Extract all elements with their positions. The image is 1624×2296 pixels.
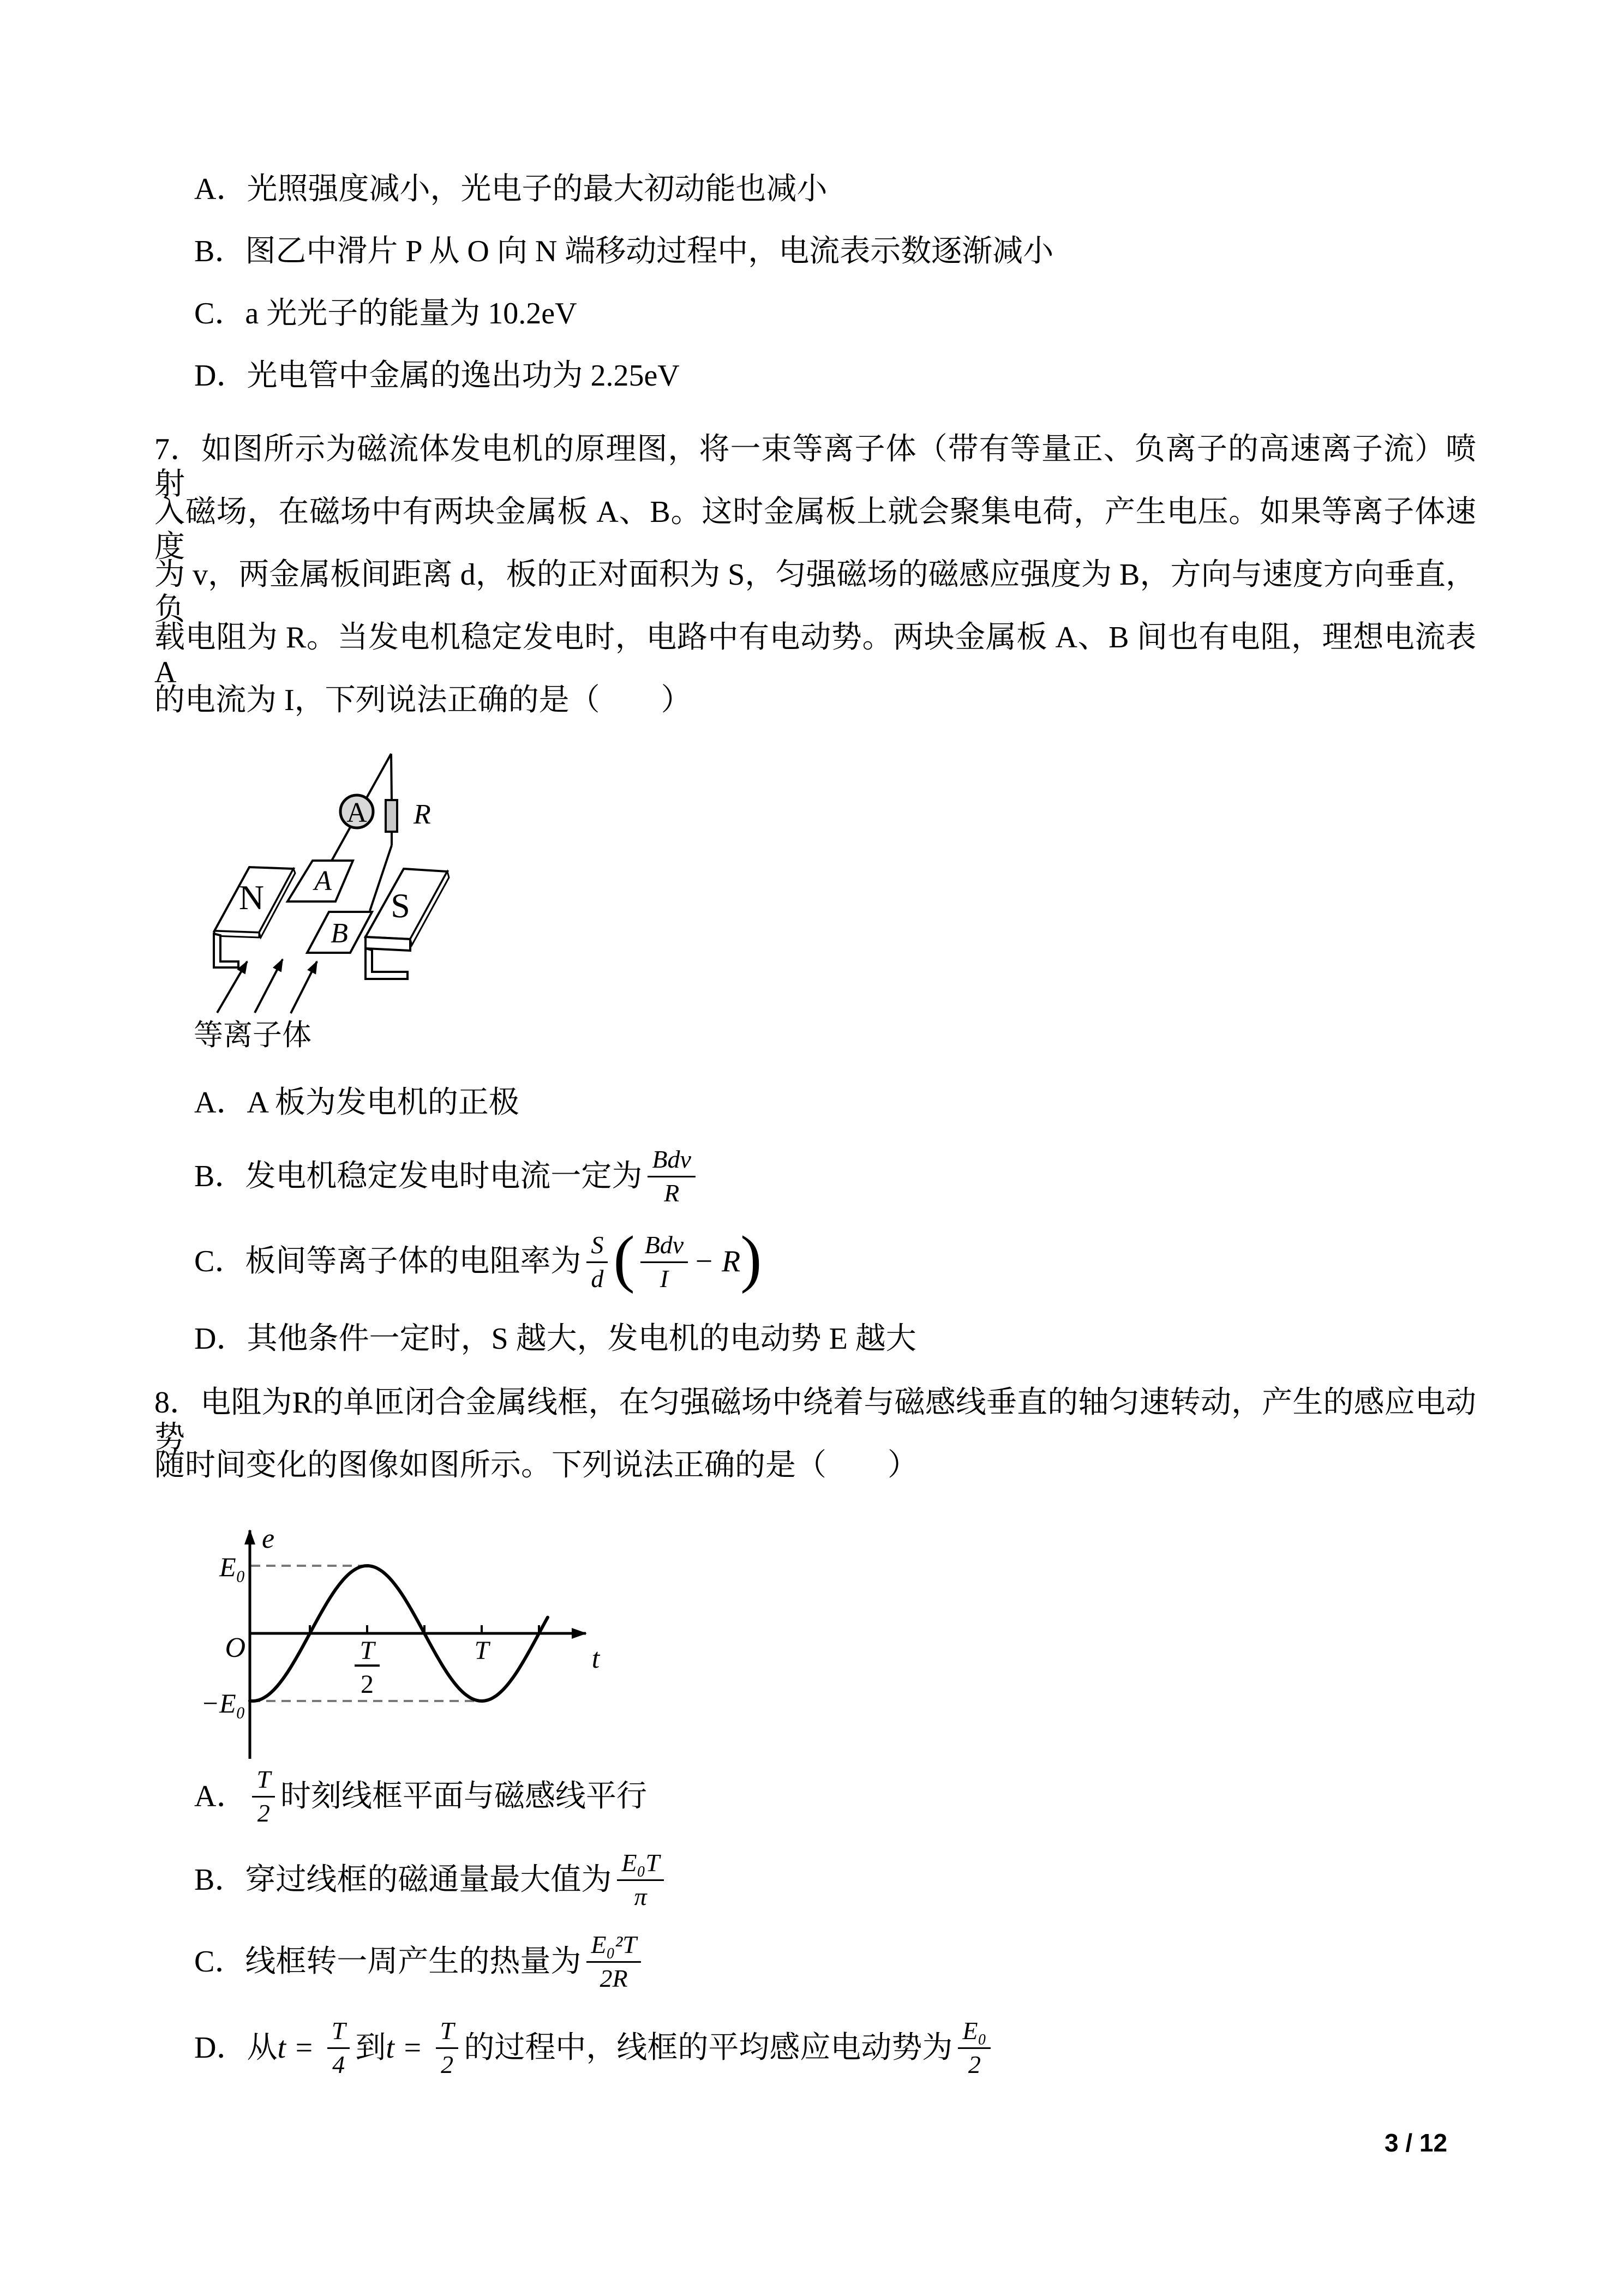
option-text: 的过程中，线框的平均感应电动势为 <box>464 2030 953 2065</box>
fraction <box>586 1931 640 1993</box>
open-paren: ( <box>613 1223 635 1294</box>
option-text: 发电机稳定发电时电流一定为 <box>245 1159 643 1193</box>
q7-stem-line-4: 载电阻为 R。当发电机稳定发电时，电路中有电动势。两块金属板 A、B 间也有电阻，理想电流表 A <box>154 621 1484 690</box>
option-text: 图乙中滑片 P 从 O 向 N 端移动过程中，电流表示数逐渐减小 <box>245 235 1054 268</box>
trough-value-label: −E₀ <box>201 1688 245 1718</box>
fraction-denominator: π <box>634 1882 647 1910</box>
option-label: A． <box>194 1779 247 1813</box>
half-period-denominator: 2 <box>361 1670 374 1699</box>
fraction-numerator: S <box>586 1231 608 1263</box>
q7-mhd-generator-diagram <box>180 742 486 1058</box>
fraction <box>958 2017 991 2079</box>
formula-tail: − R <box>693 1245 741 1279</box>
q7-option-d <box>194 1323 916 1356</box>
q7-stem-line-2: 入磁场，在磁场中有两块金属板 A、B。这时金属板上就会聚集电荷，产生电压。如果等离子体速度 <box>154 495 1476 564</box>
option-text: 穿过线框的磁通量最大值为 <box>245 1862 612 1897</box>
pole-s-bracket <box>365 948 408 979</box>
option-text: a 光光子的能量为 10.2eV <box>245 297 577 330</box>
option-text: 板间等离子体的电阻率为 <box>245 1245 582 1279</box>
fraction-denominator: R <box>664 1179 680 1207</box>
plasma-label: 等离子体 <box>194 1019 311 1051</box>
fraction <box>648 1145 696 1208</box>
fraction-denominator: 2 <box>257 1799 270 1827</box>
option-label: B． <box>194 1159 245 1193</box>
option-label: C． <box>194 1245 245 1279</box>
option-text: A 板为发电机的正极 <box>247 1086 519 1120</box>
q7-option-c <box>194 1223 762 1294</box>
option-text: 到 <box>355 2030 386 2065</box>
fraction-numerator: E₀T <box>617 1849 664 1881</box>
option-label: C． <box>194 1944 245 1979</box>
q8-option-a <box>194 1765 647 1828</box>
option-text: 时刻线框平面与磁感线平行 <box>280 1779 648 1813</box>
fraction <box>327 2017 350 2079</box>
plate-b-label: B <box>331 918 348 949</box>
peak-value-label: E₀ <box>219 1552 245 1582</box>
wire-right-top <box>391 754 392 800</box>
formula-variable: t = <box>386 2030 430 2065</box>
q6-option-c <box>194 297 577 331</box>
q7-stem-line-5: 的电流为 I，下列说法正确的是（ ） <box>154 683 692 717</box>
plasma-arrow-3 <box>291 961 317 1013</box>
period-label: T <box>474 1636 489 1665</box>
q8-stem-line-2: 随时间变化的图像如图所示。下列说法正确的是（ ） <box>154 1448 918 1482</box>
q8-option-c <box>194 1931 646 1993</box>
fraction-numerator: E₀²T <box>586 1931 640 1963</box>
q6-option-a <box>194 173 827 207</box>
q8-option-d <box>194 2017 996 2079</box>
fraction-numerator: T <box>252 1765 275 1798</box>
option-text: 线框转一周产生的热量为 <box>245 1944 582 1979</box>
option-label: D． <box>194 359 247 393</box>
q8-stem-line-1: 8．电阻为R的单匝闭合金属线框，在匀强磁场中绕着与磁感线垂直的轴匀速转动，产生的感应电动势 <box>154 1386 1476 1455</box>
fraction-numerator: T <box>327 2017 350 2049</box>
fraction-denominator: I <box>660 1264 669 1293</box>
formula-variable: t = <box>277 2030 322 2065</box>
origin-label: O <box>225 1632 245 1663</box>
q8-emf-time-graph <box>180 1516 671 1767</box>
fraction-numerator: E₀ <box>958 2017 991 2049</box>
x-axis-label: t <box>591 1643 600 1674</box>
option-label: B． <box>194 1862 245 1897</box>
q7-stem-line-1: 7．如图所示为磁流体发电机的原理图，将一束等离子体（带有等量正、负离子的高速离子流）喷射 <box>154 432 1476 502</box>
option-text: 光照强度减小，光电子的最大初动能也减小 <box>247 172 828 206</box>
resistor-label: R <box>414 799 431 830</box>
fraction-numerator: Bdv <box>648 1145 696 1177</box>
pole-s-front-face <box>365 937 410 951</box>
pole-n-bracket <box>214 934 238 967</box>
plasma-arrow-1 <box>217 961 247 1013</box>
option-text: 光电管中金属的逸出功为 2.25eV <box>247 359 680 393</box>
fraction-denominator: 2 <box>968 2050 981 2078</box>
fraction <box>252 1765 275 1828</box>
fraction <box>586 1231 608 1294</box>
q6-option-d <box>194 359 680 393</box>
q7-option-a <box>194 1086 519 1120</box>
fraction <box>436 2017 459 2079</box>
page-number: 3 / 12 <box>1385 2129 1448 2157</box>
option-label: D． <box>194 2030 247 2065</box>
option-text: 从 <box>247 2030 278 2065</box>
fraction-numerator: Bdv <box>640 1231 688 1263</box>
option-label: C． <box>194 297 245 330</box>
pole-s-label: S <box>391 886 410 925</box>
q8-option-b <box>194 1849 669 1912</box>
fraction-denominator: 2R <box>600 1964 628 1992</box>
q7-stem-line-3: 为 v，两金属板间距离 d，板的正对面积为 S，匀强磁场的磁感应强度为 B，方向与速度方向垂直，负 <box>154 558 1476 627</box>
fraction-denominator: 2 <box>441 2050 454 2078</box>
fraction-numerator: T <box>436 2017 459 2049</box>
close-paren: ) <box>740 1223 762 1294</box>
pole-n-label: N <box>238 878 265 917</box>
ammeter-label: A <box>346 797 367 828</box>
q7-option-b <box>194 1145 701 1208</box>
option-label: D． <box>194 1322 247 1356</box>
option-label: B． <box>194 235 245 268</box>
plate-a-label: A <box>314 865 332 897</box>
y-axis-label: e <box>262 1523 275 1554</box>
fraction <box>617 1849 664 1912</box>
plasma-arrow-2 <box>255 959 283 1013</box>
option-label: A． <box>194 172 247 206</box>
fraction <box>640 1231 688 1294</box>
option-text: 其他条件一定时，S 越大，发电机的电动势 E 越大 <box>247 1322 916 1356</box>
half-period-numerator: T <box>359 1636 375 1665</box>
q6-option-b <box>194 235 1053 269</box>
fraction-denominator: d <box>591 1264 604 1293</box>
resistor-symbol <box>386 800 397 832</box>
option-label: A． <box>194 1086 247 1120</box>
fraction-denominator: 4 <box>332 2050 345 2078</box>
